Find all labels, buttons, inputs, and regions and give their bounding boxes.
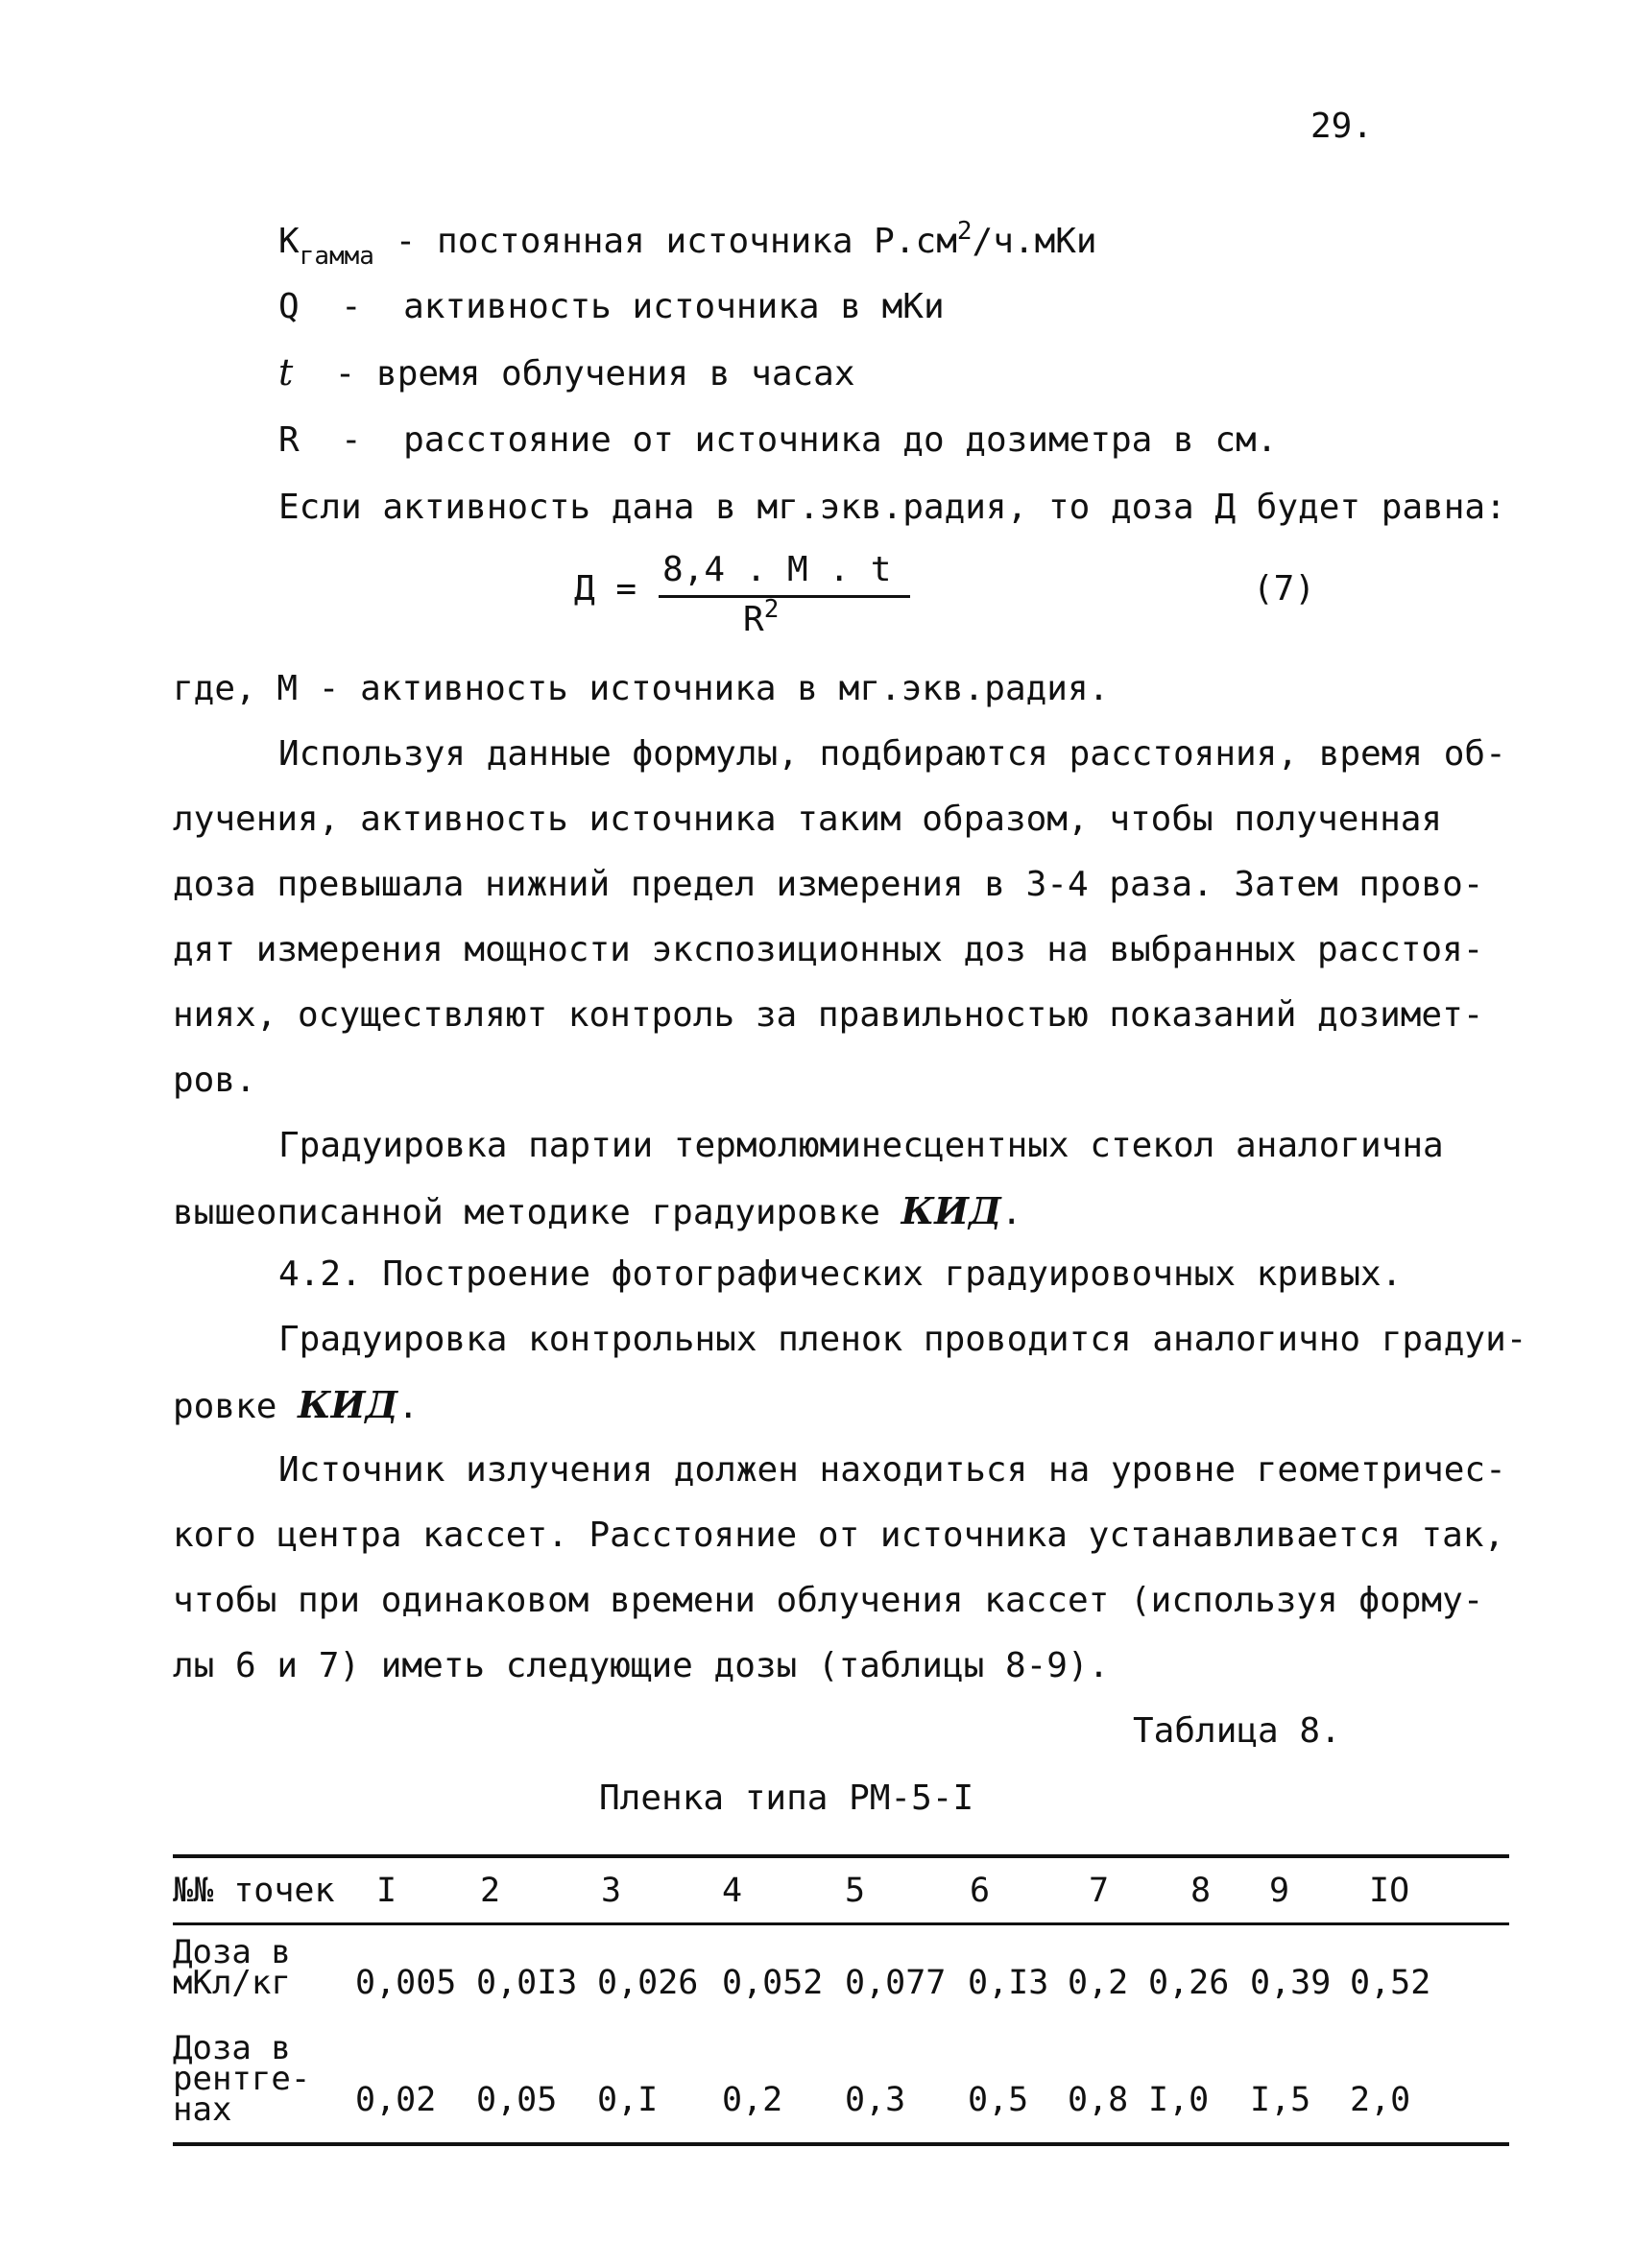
paragraph1-line: дят измерения мощности экспозиционных доз на выбранных расстоя- (173, 930, 1484, 969)
paragraph1-line: ров. (173, 1061, 256, 1100)
table-cell: 2,0 (1350, 2081, 1411, 2119)
paragraph2-line: Градуировка партии термолюминесцентных стекол аналогична (278, 1126, 1444, 1165)
table-header-cell: 8 (1190, 1872, 1212, 1910)
definition-text-after: /ч.мКи (972, 222, 1097, 261)
table-cell: I,5 (1250, 2081, 1311, 2119)
paragraph4-line: Источник излучения должен находиться на уровне геометричес- (278, 1450, 1506, 1490)
paragraph4-line: лы 6 и 7) иметь следующие дозы (таблицы 8-9). (173, 1646, 1110, 1685)
definition-t (278, 351, 855, 395)
paragraph2-text: вышеописанной методике градуировке (173, 1193, 880, 1232)
table-cell: 0,I3 (968, 1964, 1049, 2002)
table-header-label: №№ точек (173, 1872, 335, 1910)
definition-q (278, 286, 945, 328)
formula-denominator (743, 595, 780, 644)
paragraph3-line: Градуировка контрольных пленок проводится аналогично градуи- (278, 1320, 1527, 1359)
definition-dash: - (341, 287, 362, 326)
page-number: 29. (1310, 107, 1374, 146)
paragraph2-line: вышеописанной методике градуировке КИД. (173, 1189, 1022, 1232)
table-header-cell: 4 (722, 1872, 743, 1910)
paragraph1-line: Используя данные формулы, подбираются расстояния, время об- (278, 734, 1506, 774)
table-header-cell: IO (1369, 1872, 1410, 1910)
table-header-cell: 7 (1089, 1872, 1110, 1910)
handwritten-kid: КИД (901, 1189, 1001, 1232)
symbol-k-subscript: гамма (299, 242, 374, 271)
table-row-label (173, 2029, 311, 2129)
table-cell: 0,05 (476, 2081, 558, 2119)
row-label-line: Доза в (173, 1933, 291, 1971)
symbol-r: R (278, 420, 300, 460)
table-cell: 0,5 (968, 2081, 1029, 2119)
definition-k-gamma (278, 217, 1097, 271)
paragraph1-line: доза превышала нижний предел измерения в 3-4 раза. Затем прово- (173, 865, 1484, 904)
row-label-line: мКл/кг (173, 1964, 291, 2002)
row-label-line: нах (173, 2090, 232, 2129)
definition-r (278, 419, 1277, 462)
formula-denominator-sup: 2 (763, 595, 780, 624)
table-title: Пленка типа РМ-5-I (599, 1779, 974, 1818)
table-cell: 0,I (597, 2081, 659, 2119)
definition-dash: - (341, 420, 362, 460)
table-bottom-rule (173, 2142, 1509, 2146)
section-4-2-heading: 4.2. Построение фотографических градуировочных кривых. (278, 1254, 1403, 1294)
symbol-t: t (278, 351, 294, 394)
table-cell: 0,2 (722, 2081, 783, 2119)
paragraph-activity: Если активность дана в мг.экв.радия, то доза Д будет равна: (278, 488, 1506, 527)
table-cell: 0,052 (722, 1964, 824, 2002)
definition-dash: - (334, 354, 356, 394)
table-top-rule (173, 1854, 1509, 1858)
paragraph4-line: кого центра кассет. Расстояние от источника устанавливается так, (173, 1516, 1505, 1555)
where-line: где, М - активность источника в мг.экв.радия. (173, 669, 1110, 708)
formula-lhs: Д = (574, 569, 637, 609)
fraction-line (659, 595, 910, 598)
table-header-rule (173, 1922, 1509, 1925)
table-header-cell: 2 (480, 1872, 501, 1910)
table-cell: 0,2 (1068, 1964, 1129, 2002)
definition-text: постоянная источника Р.см (437, 222, 957, 261)
table-header-cell: I (376, 1872, 397, 1910)
table-label: Таблица 8. (1133, 1711, 1341, 1751)
paragraph1-line: ниях, осуществляют контроль за правильностью показаний дозимет- (173, 995, 1484, 1035)
row-label-line: Доза в (173, 2029, 291, 2067)
definition-text: расстояние от источника до дозиметра в см. (403, 420, 1278, 460)
table-cell: 0,26 (1148, 1964, 1230, 2002)
row-label-line: рентге- (173, 2060, 311, 2098)
formula-number: (7) (1253, 569, 1316, 609)
definition-dash: - (395, 222, 417, 261)
paragraph3-text: ровке (173, 1387, 277, 1426)
paragraph1-line: лучения, активность источника таким образом, чтобы полученная (173, 800, 1443, 839)
definition-text: время облучения в часах (376, 354, 855, 394)
table-header-cell: 3 (601, 1872, 622, 1910)
table-cell: I,0 (1148, 2081, 1210, 2119)
table-cell: 0,02 (355, 2081, 437, 2119)
paragraph4-line: чтобы при одинаковом времени облучения кассет (используя форму- (173, 1581, 1484, 1620)
table-cell: 0,005 (355, 1964, 457, 2002)
definition-text: активность источника в мКи (403, 287, 945, 326)
formula-denominator-r: R (743, 600, 764, 639)
table-cell: 0,026 (597, 1964, 699, 2002)
table-cell: 0,8 (1068, 2081, 1129, 2119)
table-header-cell: 6 (970, 1872, 991, 1910)
table-row-label (173, 1933, 291, 2002)
table-cell: 0,52 (1350, 1964, 1431, 2002)
symbol-q: Q (278, 287, 300, 326)
table-header-cell: 9 (1269, 1872, 1290, 1910)
formula-numerator: 8,4 . М . t (662, 550, 892, 589)
symbol-k: K (278, 222, 300, 261)
paragraph3-line: ровке КИД. (173, 1383, 420, 1426)
handwritten-kid: КИД (298, 1383, 398, 1426)
table-cell: 0,077 (845, 1964, 947, 2002)
table-cell: 0,39 (1250, 1964, 1332, 2002)
table-cell: 0,3 (845, 2081, 906, 2119)
table-header-cell: 5 (845, 1872, 866, 1910)
definition-superscript: 2 (956, 217, 973, 246)
table-cell: 0,0I3 (476, 1964, 578, 2002)
